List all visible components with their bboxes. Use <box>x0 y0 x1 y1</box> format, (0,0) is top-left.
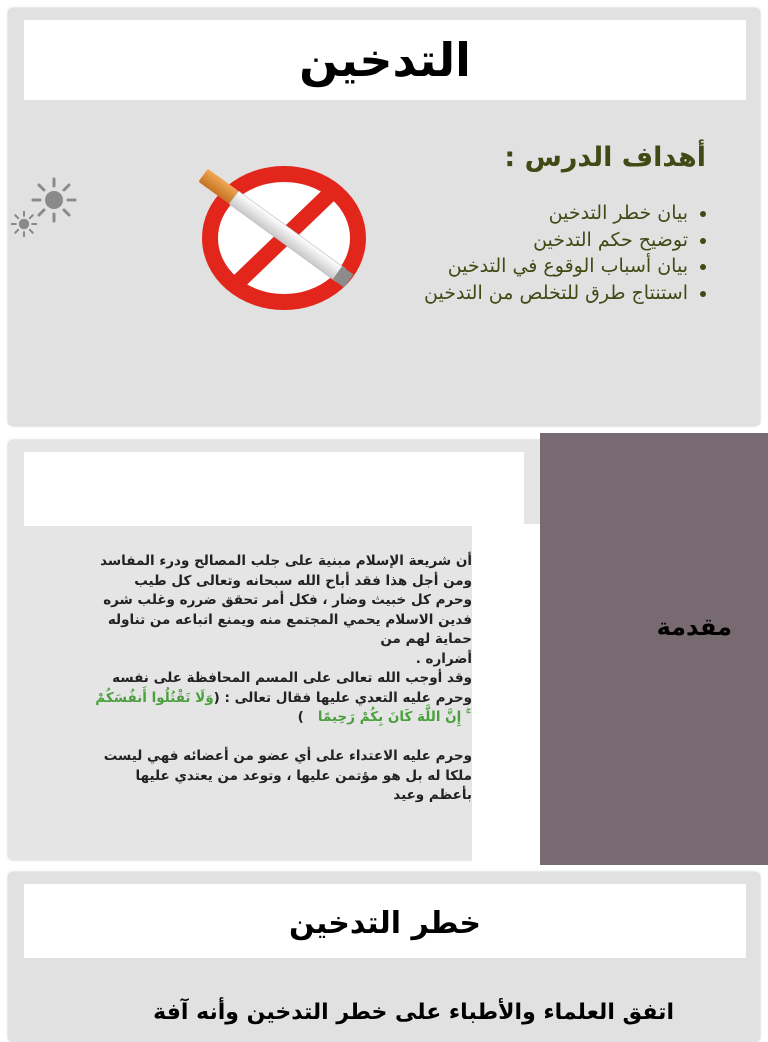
slide-3 <box>8 872 760 1042</box>
text-line: وقد أوجب الله تعالى على المسم المحافظة على نفسه <box>112 670 472 686</box>
goals-heading: أهداف الدرس : <box>504 142 706 173</box>
text-line: حماية لهم من <box>380 631 472 647</box>
title-box <box>24 884 746 958</box>
goal-item: • استنتاج طرق للتخلص من التدخين <box>424 280 688 307</box>
divider-strip <box>472 524 540 864</box>
text-line: وحرم كل خبيث وضار ، فكل أمر تحقق ضرره وغلب شره <box>103 592 472 608</box>
slide-1 <box>8 8 760 426</box>
goal-item: • بيان خطر التدخين <box>424 200 688 227</box>
goals-list <box>424 200 708 306</box>
intro-label: مقدمة <box>656 613 732 641</box>
verse-close: ) <box>297 709 304 725</box>
title-box-empty <box>24 452 524 526</box>
verse-intro: وحرم عليه التعدي عليها فقال تعالى : ( <box>213 689 472 706</box>
text-line: أضراره . <box>415 650 472 667</box>
goal-item: • بيان أسباب الوقوع في التدخين <box>424 253 688 280</box>
text-line: فدين الاسلام يحمي المجتمع منه ويمنع اتباعه من تناوله <box>107 611 472 628</box>
intro-side-panel <box>540 433 768 865</box>
text-line: بأعظم وعيد <box>393 787 472 803</box>
slide-title: التدخين <box>299 33 471 87</box>
verse-line-1 <box>22 689 472 709</box>
goal-item: • توضيح حكم التدخين <box>424 227 688 254</box>
no-smoking-icon <box>190 160 372 310</box>
text-line: أن شريعة الإسلام مبنية على جلب المصالح ودرء المفاسد <box>100 553 472 569</box>
danger-body-text: اتفق العلماء والأطباء على خطر التدخين وأنه آفة <box>153 1000 674 1025</box>
text-line: وحرم عليه الاعتداء على أي عضو من أعضائه فهي ليست <box>103 748 472 764</box>
title-box <box>24 20 746 100</box>
text-line: ملكا له بل هو مؤتمن عليها ، وتوعد من يعتدي عليها <box>135 767 472 784</box>
small-sun-icon <box>10 210 38 238</box>
intro-body-text <box>22 552 472 806</box>
quran-verse-cont: ۚ إِنَّ اللَّهَ كَانَ بِكُمْ رَحِيمًا <box>317 709 466 725</box>
quran-verse: وَلَا تَقْتُلُوا أَنفُسَكُمْ <box>95 689 214 706</box>
slide-title: خطر التدخين <box>289 906 481 941</box>
text-line: ومن أجل هذا فقد أباح الله سبحانه وتعالى كل طيب <box>134 572 472 589</box>
verse-line-2 <box>22 708 472 728</box>
